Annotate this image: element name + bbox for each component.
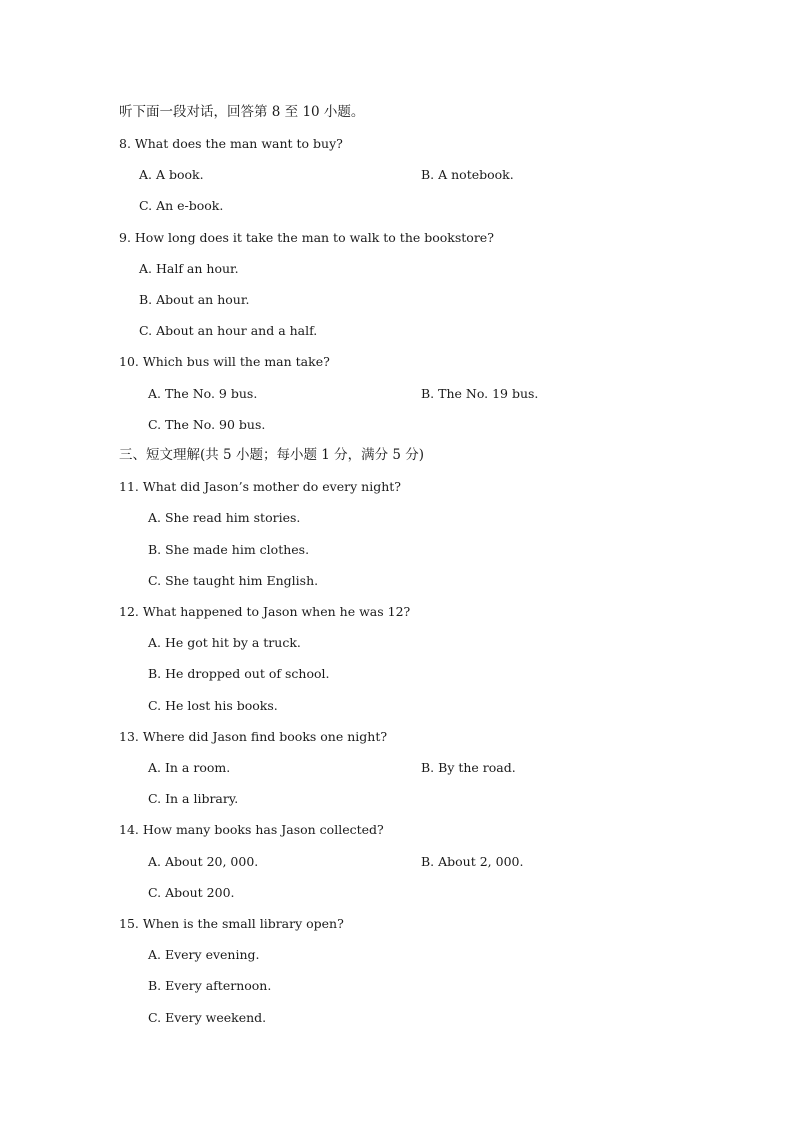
question-14-option-c: C. About 200. bbox=[148, 885, 235, 900]
question-11-option-a: A. She read him stories. bbox=[148, 510, 301, 525]
question-14-option-a: A. About 20, 000. bbox=[148, 854, 259, 869]
question-13-stem: 13. Where did Jason find books one night? bbox=[119, 729, 388, 744]
question-8-option-b: B. A notebook. bbox=[421, 167, 514, 182]
question-15-option-c: C. Every weekend. bbox=[148, 1010, 267, 1025]
question-12-stem: 12. What happened to Jason when he was 12? bbox=[119, 604, 411, 619]
section-3-heading: 三、短文理解(共 5 小题；每小题 1 分，满分 5 分) bbox=[119, 447, 425, 463]
question-12-option-a: A. He got hit by a truck. bbox=[148, 635, 301, 650]
question-10-option-c: C. The No. 90 bus. bbox=[148, 417, 266, 432]
question-8-stem: 8. What does the man want to buy? bbox=[119, 136, 343, 151]
question-14-option-b: B. About 2, 000. bbox=[421, 854, 524, 869]
question-11-option-b: B. She made him clothes. bbox=[148, 542, 310, 557]
question-9-option-a: A. Half an hour. bbox=[139, 261, 239, 276]
question-11-option-c: C. She taught him English. bbox=[148, 573, 319, 588]
question-13-option-c: C. In a library. bbox=[148, 791, 239, 806]
question-9-stem: 9. How long does it take the man to walk to the bookstore? bbox=[119, 230, 494, 245]
question-10-option-b: B. The No. 19 bus. bbox=[421, 386, 539, 401]
question-8-option-c: C. An e-book. bbox=[139, 198, 224, 213]
question-10-option-a: A. The No. 9 bus. bbox=[148, 386, 258, 401]
question-9-option-c: C. About an hour and a half. bbox=[139, 323, 318, 338]
question-11-stem: 11. What did Jason’s mother do every night? bbox=[119, 479, 401, 494]
question-13-option-b: B. By the road. bbox=[421, 760, 516, 775]
question-12-option-c: C. He lost his books. bbox=[148, 698, 278, 713]
question-15-option-b: B. Every afternoon. bbox=[148, 978, 272, 993]
question-15-stem: 15. When is the small library open? bbox=[119, 916, 344, 931]
question-10-stem: 10. Which bus will the man take? bbox=[119, 354, 330, 369]
question-8-option-a: A. A book. bbox=[139, 167, 204, 182]
question-14-stem: 14. How many books has Jason collected? bbox=[119, 822, 384, 837]
section-2-instruction: 听下面一段对话，回答第 8 至 10 小题。 bbox=[119, 104, 365, 120]
question-9-option-b: B. About an hour. bbox=[139, 292, 250, 307]
question-15-option-a: A. Every evening. bbox=[148, 947, 260, 962]
question-13-option-a: A. In a room. bbox=[148, 760, 231, 775]
question-12-option-b: B. He dropped out of school. bbox=[148, 666, 330, 681]
